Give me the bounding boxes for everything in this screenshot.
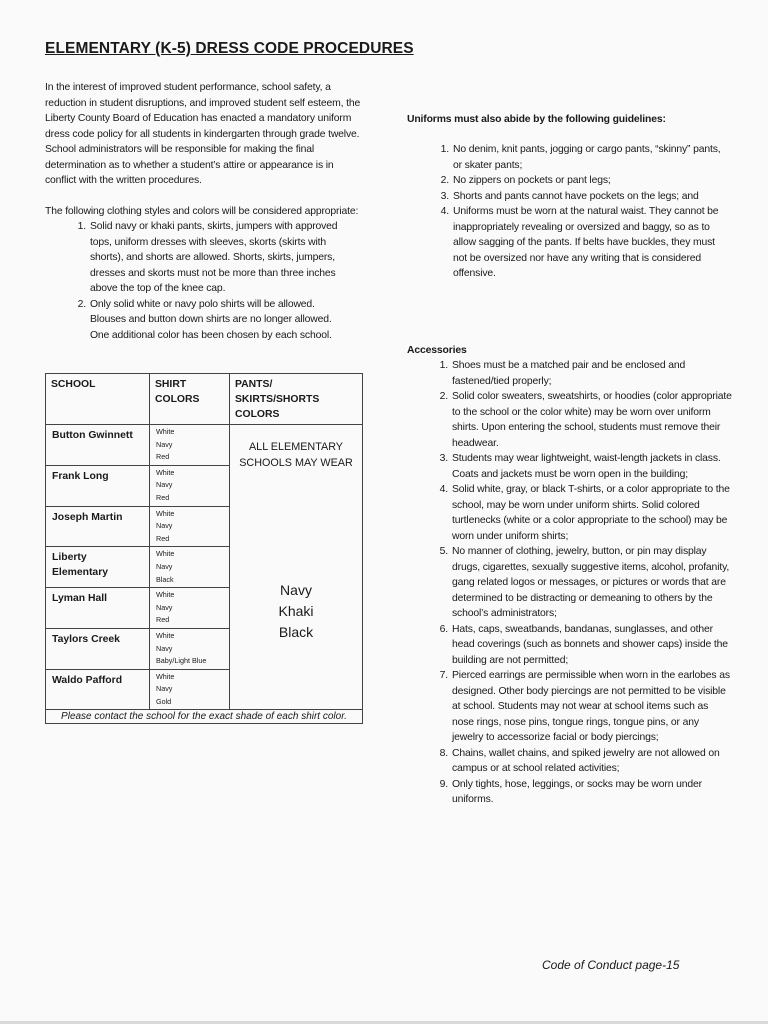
table-row (46, 425, 363, 466)
color-value: Red (156, 533, 170, 543)
list-number: 7. (439, 670, 448, 681)
list-number: 4. (439, 484, 448, 495)
list-text: No zippers on pockets or pant legs; (453, 175, 611, 186)
color-value: Navy (156, 439, 173, 449)
school-name: Lyman Hall (46, 588, 150, 629)
uniform-guidelines-heading: Uniforms must also abide by the following guidelines: (407, 114, 666, 125)
list-number: 2. (439, 391, 448, 402)
school-name: Liberty Elementary (46, 547, 150, 588)
color-value: White (156, 427, 175, 436)
list-item (439, 451, 732, 482)
shirt-colors (150, 547, 230, 588)
list-item (439, 668, 732, 746)
color-value: Red (156, 492, 170, 502)
list-item (439, 389, 732, 451)
shirt-colors (150, 628, 230, 669)
list-text: Shoes must be a matched pair and be enclosed and fastened/tied properly; (452, 360, 686, 387)
list-number: 2. (77, 298, 86, 310)
list-number: 3. (440, 190, 449, 202)
color-value: White (156, 671, 175, 681)
color-value: White (156, 549, 175, 559)
pants-color: Khaki (278, 603, 314, 619)
accessories-heading: Accessories (407, 345, 467, 356)
shirt-colors (150, 669, 230, 710)
table-footnote: Please contact the school for the exact shade of each shirt color. (46, 710, 363, 724)
list-number: 3. (439, 453, 448, 464)
header-shirt-colors: SHIRT COLORS (150, 374, 230, 425)
list-text: Solid color sweaters, sweatshirts, or hoodies (color appropriate to the school or the color white) may be worn over uniform shirts. Upon entering the school, students must remove their headwear. (452, 391, 732, 449)
shirt-colors (150, 425, 230, 466)
list-text: Solid white, gray, or black T-shirts, or a color appropriate to the school, may be worn under uniform shirts. Solid colored turtlenecks (white or a color appropriate to the school) may be worn under uniform shirts; (452, 484, 730, 542)
list-text: Only solid white or navy polo shirts will be allowed. Blouses and button down shirts are no longer allowed. One additional color has been chosen by each school. (90, 298, 332, 341)
list-number: 9. (439, 778, 448, 790)
list-text: Hats, caps, sweatbands, bandanas, sunglasses, and other head coverings (such as bonnets and shower caps) inside the building are not permitted; (452, 623, 728, 666)
left-column (45, 80, 365, 343)
table-header-row (46, 374, 363, 425)
list-item (440, 142, 731, 173)
list-text: Pierced earrings are permissible when worn in the earlobes as designed. Other body piercings are not permitted to be visible at school. Students may not wear at school items such as nose rings, nose pins, tongue rings, tongue pins, or any jewelry to accessorize facial or body piercings; (452, 670, 730, 743)
list-number: 4. (440, 206, 449, 217)
school-colors-table (45, 373, 363, 724)
uniform-guidelines-list (440, 142, 731, 282)
list-text: Solid navy or khaki pants, skirts, jumpers with approved tops, uniform dresses with sleeves, skorts (skirts with shorts), and shorts are allowed. Shorts, skirts, jumpers, dresses and skorts must not be more than three inches above the top of the knee cap. (90, 221, 338, 294)
list-item (77, 219, 352, 297)
color-value: Navy (156, 561, 173, 571)
list-item (440, 204, 731, 282)
list-item (439, 544, 732, 622)
color-value: Red (156, 615, 170, 625)
list-item (439, 358, 732, 389)
color-value: Navy (156, 521, 173, 531)
color-value: Baby/Light Blue (156, 656, 207, 666)
pants-colors-cell (230, 425, 363, 710)
styles-intro: The following clothing styles and colors will be considered appropriate: (45, 205, 359, 217)
accessories-list (439, 358, 732, 808)
list-text: No manner of clothing, jewelry, button, or pin may display drugs, cigarettes, sexually suggestive items, alcohol, profanity, gang related logos or messages, or pictures or words that are determined to be distracting or demeaning to others by the school’s administrators; (452, 546, 730, 619)
color-value: White (156, 467, 175, 477)
list-text: Students may wear lightweight, waist-length jackets in class. Coats and jackets must be worn open in the building; (452, 453, 721, 480)
pants-color: Black (278, 624, 314, 640)
list-number: 2. (440, 175, 449, 186)
list-text: No denim, knit pants, jogging or cargo pants, “skinny” pants, or skater pants; (453, 144, 721, 171)
list-number: 1. (439, 360, 448, 371)
school-name: Button Gwinnett (46, 425, 150, 466)
school-name: Joseph Martin (46, 506, 150, 547)
intro-paragraph: In the interest of improved student performance, school safety, a reduction in student disruptions, and improved student self esteem, the Liberty County Board of Education has enacted a mandatory uniform dress code policy for all students in kindergarten through grade twelve. School administrators will be responsible for making the final determination as to whether a student’s attire or appearance is in conflict with the written procedures. (45, 82, 361, 186)
color-value: White (156, 630, 175, 640)
list-number: 8. (439, 747, 448, 759)
list-item (77, 297, 352, 344)
color-value: Navy (156, 602, 173, 612)
page-footer: Code of Conduct page-15 (542, 958, 680, 972)
color-value: Navy (156, 643, 173, 653)
color-value: Red (156, 452, 170, 462)
list-text: Chains, wallet chains, and spiked jewelry are not allowed on campus or at school related activities; (452, 747, 720, 774)
header-school: SCHOOL (46, 374, 150, 425)
list-number: 1. (77, 221, 86, 232)
color-value: Navy (156, 480, 173, 490)
list-number: 1. (440, 144, 449, 155)
school-name: Frank Long (46, 465, 150, 506)
color-value: Navy (156, 684, 173, 694)
shirt-colors (150, 588, 230, 629)
shirt-colors (150, 465, 230, 506)
list-item (439, 746, 732, 777)
list-item (439, 482, 732, 544)
list-number: 5. (439, 546, 448, 557)
list-item (439, 777, 732, 808)
color-value: Gold (156, 696, 172, 706)
pants-note: ALL ELEMENTARY SCHOOLS MAY WEAR (239, 441, 353, 469)
list-item (440, 173, 731, 189)
color-value: White (156, 590, 175, 600)
school-name: Waldo Pafford (46, 669, 150, 710)
color-value: Black (156, 574, 174, 584)
pants-color: Navy (280, 582, 312, 598)
table-footnote-row (46, 710, 363, 724)
color-value: White (156, 508, 175, 518)
list-item (440, 189, 731, 205)
page-title: ELEMENTARY (K-5) DRESS CODE PROCEDURES (45, 40, 414, 57)
list-item (439, 622, 732, 669)
list-text: Shorts and pants cannot have pockets on the legs; and (453, 190, 699, 202)
header-pants-colors: PANTS/ SKIRTS/SHORTS COLORS (230, 374, 363, 425)
shirt-colors (150, 506, 230, 547)
list-number: 6. (439, 623, 448, 635)
list-text: Uniforms must be worn at the natural waist. They cannot be inappropriately revealing or oversized and baggy, so as to allow sagging of the pants. If belts have buckles, they must not be oversized nor have any writing that is considered offensive. (453, 206, 719, 279)
school-name: Taylors Creek (46, 628, 150, 669)
styles-list (77, 219, 352, 343)
pants-color-list (230, 580, 362, 643)
list-text: Only tights, hose, leggings, or socks may be worn under uniforms. (452, 778, 702, 805)
